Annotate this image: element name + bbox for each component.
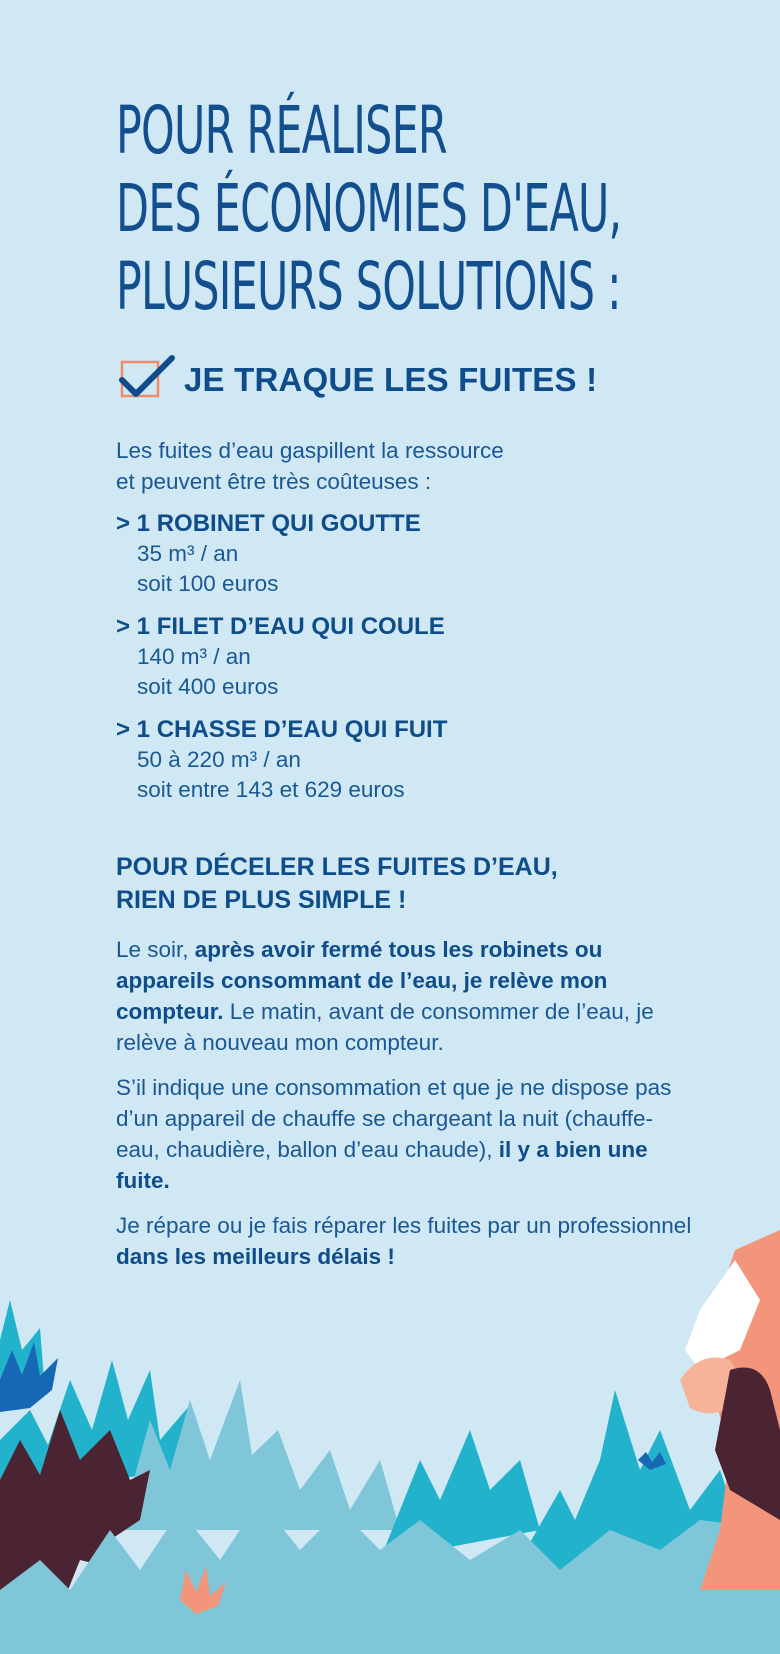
paragraph-meter-check (116, 934, 696, 1058)
detect-heading (116, 851, 558, 917)
title-line: DES ÉCONOMIES D'EAU, (116, 170, 622, 247)
title-line: POUR RÉALISER (116, 92, 447, 169)
paragraph-leak-confirm (116, 1072, 696, 1196)
leak-volume: 35 m³ / an (137, 541, 239, 566)
section-heading (122, 360, 597, 400)
text-run-bold: dans les meilleurs délais ! (116, 1244, 395, 1269)
text-run-bold: après avoir fermé tous les robinets ou appareils consommant de l’eau, je relève mon compteur. (116, 937, 608, 1024)
title-line: PLUSIEURS SOLUTIONS : (116, 248, 621, 325)
page-title (116, 92, 706, 326)
section-heading-text: JE TRAQUE LES FUITES ! (184, 361, 598, 398)
text-run: S’il indique une consommation et que je ne dispose pas d’un appareil de chauffe se chargeant la nuit (chauffe-eau, chaudière, ballon d’eau chaude), (116, 1075, 672, 1162)
text-run: Le soir, (116, 937, 195, 962)
leak-cost: soit 100 euros (137, 571, 279, 596)
leak-item (116, 508, 447, 599)
intro-text (116, 435, 504, 497)
detect-heading-line: RIEN DE PLUS SIMPLE ! (116, 886, 407, 914)
text-run: Je répare ou je fais réparer les fuites par un professionnel (116, 1213, 692, 1238)
leak-cost: soit 400 euros (137, 674, 279, 699)
leak-title: > 1 FILET D’EAU QUI COULE (116, 613, 445, 640)
text-run-bold: il y a bien une fuite. (116, 1137, 648, 1193)
leak-item (116, 611, 447, 702)
leak-volume: 140 m³ / an (137, 644, 251, 669)
intro-line: et peuvent être très coûteuses : (116, 469, 432, 494)
intro-line: Les fuites d’eau gaspillent la ressource (116, 438, 504, 463)
leak-item (116, 714, 447, 805)
checkbox-checked-icon (122, 360, 162, 400)
leak-volume: 50 à 220 m³ / an (137, 747, 301, 772)
detect-heading-line: POUR DÉCELER LES FUITES D’EAU, (116, 853, 558, 881)
garden-illustration (0, 1230, 780, 1654)
leak-title: > 1 ROBINET QUI GOUTTE (116, 510, 421, 537)
leak-list (116, 508, 447, 817)
leak-cost: soit entre 143 et 629 euros (137, 777, 405, 802)
leak-title: > 1 CHASSE D’EAU QUI FUIT (116, 716, 448, 743)
text-run: Le matin, avant de consommer de l’eau, je relève à nouveau mon compteur. (116, 999, 654, 1055)
